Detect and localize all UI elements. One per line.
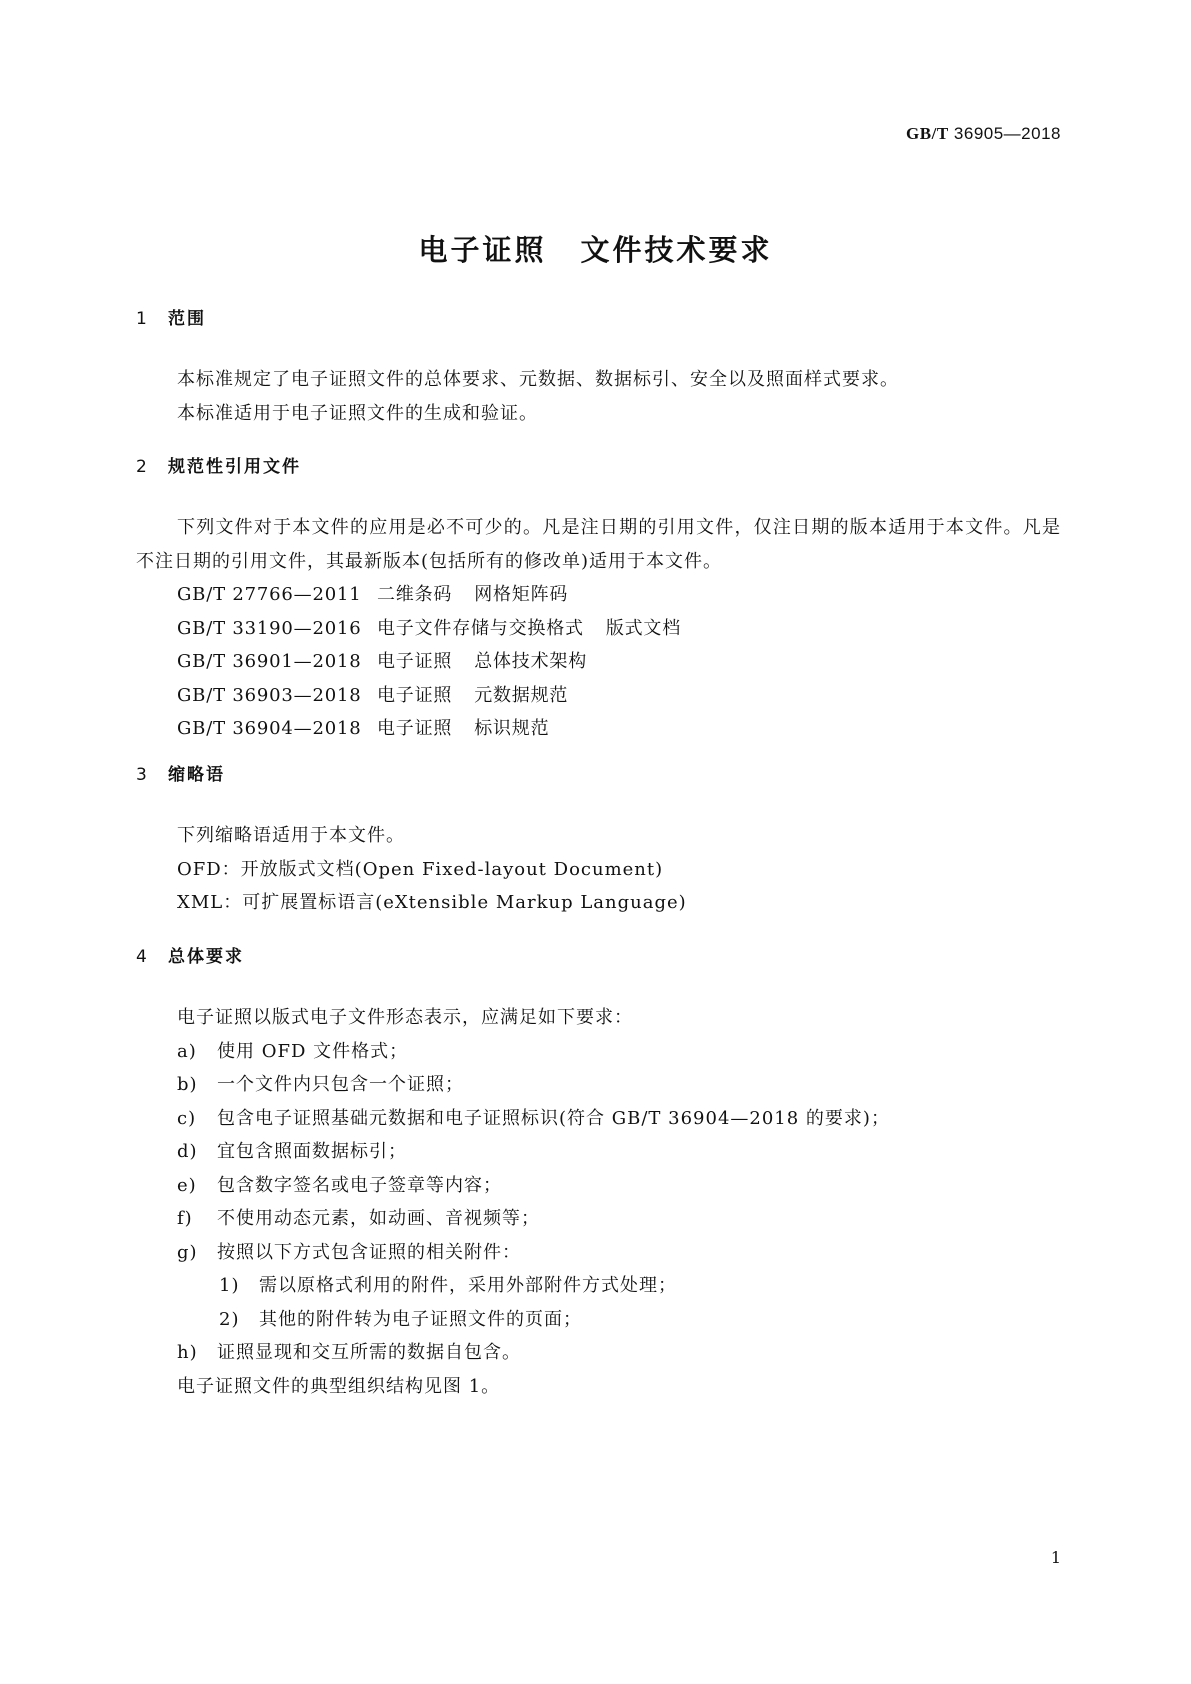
list-marker: e)	[177, 1174, 197, 1196]
abbreviation-xml: XML：可扩展置标语言(eXtensible Markup Language)	[177, 892, 687, 913]
list-text: 使用 OFD 文件格式；	[217, 1040, 409, 1062]
sub-list-item	[136, 1269, 1061, 1303]
paragraph: 本标准规定了电子证照文件的总体要求、元数据、数据标引、安全以及照面样式要求。	[177, 369, 899, 390]
list-marker: c)	[177, 1107, 197, 1129]
list-text: 宜包含照面数据标引；	[217, 1141, 407, 1162]
abbreviation-ofd: OFD：开放版式文档(Open Fixed-layout Document)	[177, 858, 664, 880]
list-marker: 2)	[219, 1308, 240, 1330]
list-item	[136, 1068, 1061, 1102]
reference-name: 电子文件存储与交换格式	[377, 617, 584, 639]
list-text: 需以原格式利用的附件，采用外部附件方式处理；	[259, 1275, 677, 1296]
list-text: 按照以下方式包含证照的相关附件：	[217, 1241, 521, 1263]
title-part-2: 文件技术要求	[580, 233, 773, 267]
list-marker: 1)	[219, 1275, 240, 1296]
list-item	[136, 1336, 1061, 1370]
list-text: 不使用动态元素，如动画、音视频等；	[217, 1208, 540, 1229]
document-title	[0, 228, 1191, 269]
paragraph: 下列文件对于本文件的应用是必不可少的。凡是注日期的引用文件，仅注日期的版本适用于本文件。凡是不注日期的引用文件，其最新版本(包括所有的修改单)适用于本文件。	[136, 517, 1061, 572]
paragraph: 电子证照以版式电子文件形态表示，应满足如下要求：	[177, 1007, 633, 1028]
reference-name: 版式文档	[605, 617, 682, 639]
list-marker: h)	[177, 1342, 198, 1363]
reference-item	[136, 645, 1061, 679]
section-title: 总体要求	[168, 947, 244, 967]
section-number: 1	[136, 309, 149, 329]
standard-number: 36905—2018	[953, 124, 1061, 143]
section-heading	[136, 763, 1061, 787]
list-marker: g)	[177, 1241, 198, 1263]
section-number: 3	[136, 765, 149, 785]
paragraph: 下列缩略语适用于本文件。	[177, 825, 405, 846]
reference-item	[136, 712, 1061, 746]
reference-code: GB/T 36903—2018	[177, 684, 362, 706]
list-text: 一个文件内只包含一个证照；	[217, 1074, 464, 1095]
list-text: 包含电子证照基础元数据和电子证照标识(符合 GB/T 36904—2018 的要求)；	[217, 1107, 890, 1129]
list-item	[136, 1102, 1061, 1136]
section-scope	[136, 307, 1061, 430]
list-text: 其他的附件转为电子证照文件的页面；	[259, 1308, 582, 1330]
section-number: 4	[136, 947, 149, 967]
section-title: 范围	[168, 309, 206, 329]
section-heading	[136, 455, 1061, 479]
section-normative-references	[136, 455, 1061, 746]
paragraph: 电子证照文件的典型组织结构见图 1。	[177, 1375, 501, 1397]
list-text: 包含数字签名或电子签章等内容；	[217, 1174, 502, 1196]
list-text: 证照显现和交互所需的数据自包含。	[217, 1342, 521, 1363]
reference-code: GB/T 36901—2018	[177, 651, 362, 672]
section-abbreviations	[136, 763, 1061, 920]
reference-item	[136, 578, 1061, 612]
reference-name: 二维条码	[377, 584, 453, 605]
reference-name: 标识规范	[474, 718, 550, 739]
list-marker: a)	[177, 1040, 197, 1062]
list-item	[136, 1236, 1061, 1270]
reference-item	[136, 679, 1061, 713]
reference-code: GB/T 27766—2011	[177, 584, 362, 605]
list-item	[136, 1135, 1061, 1169]
reference-name: 电子证照	[377, 684, 453, 706]
reference-name: 网格矩阵码	[474, 584, 569, 605]
list-marker: b)	[177, 1074, 198, 1095]
section-title: 规范性引用文件	[168, 457, 301, 477]
standard-code	[906, 124, 1061, 144]
reference-code: GB/T 36904—2018	[177, 718, 362, 739]
standard-prefix: GB/T	[906, 124, 949, 143]
title-part-1: 电子证照	[418, 233, 547, 267]
section-title: 缩略语	[168, 765, 225, 785]
section-number: 2	[136, 457, 149, 477]
section-heading	[136, 307, 1061, 331]
section-general-requirements	[136, 945, 1061, 1403]
sub-list-item	[136, 1303, 1061, 1337]
reference-name: 电子证照	[377, 718, 453, 739]
reference-name: 总体技术架构	[474, 651, 588, 672]
list-item	[136, 1035, 1061, 1069]
reference-item	[136, 612, 1061, 646]
section-heading	[136, 945, 1061, 969]
page-number: 1	[1050, 1548, 1061, 1567]
paragraph: 本标准适用于电子证照文件的生成和验证。	[177, 402, 538, 424]
reference-name: 元数据规范	[474, 684, 569, 706]
reference-name: 电子证照	[377, 651, 453, 672]
reference-code: GB/T 33190—2016	[177, 617, 362, 639]
list-marker: d)	[177, 1141, 198, 1162]
list-marker: f)	[177, 1208, 193, 1229]
list-item	[136, 1169, 1061, 1203]
list-item	[136, 1202, 1061, 1236]
